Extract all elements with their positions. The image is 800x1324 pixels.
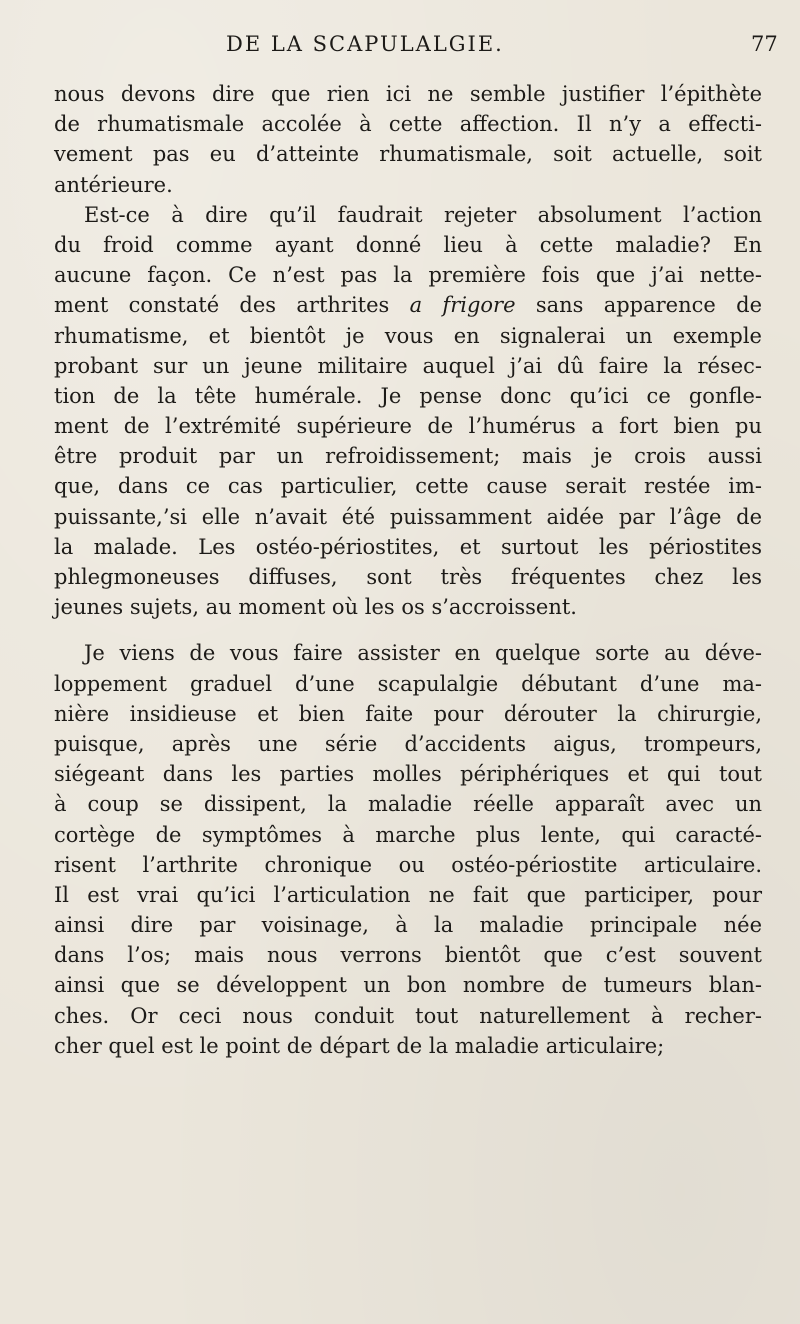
page-number: 77 <box>751 32 778 56</box>
text-line: du froid comme ayant donné lieu à cette maladie? En <box>54 232 762 257</box>
text-line: ainsi que se développent un bon nombre de tumeurs blan- <box>54 973 762 998</box>
text-line: ches. Or ceci nous conduit tout naturellement à recher- <box>54 1003 762 1028</box>
paragraph-spacer <box>54 622 762 638</box>
text-line: ment de l’extrémité supérieure de l’humérus a fort bien pu <box>54 414 762 439</box>
text-line: cher quel est le point de départ de la maladie articulaire; <box>54 1033 665 1058</box>
italic-phrase: a frigore <box>409 293 516 318</box>
text-line: puisque, après une série d’accidents aigus, trompeurs, <box>54 731 762 756</box>
text-line: Il est vrai qu’ici l’articulation ne fait que participer, pour <box>54 882 762 907</box>
paragraph-2 <box>54 200 762 623</box>
text-line: nière insidieuse et bien faite pour dérouter la chirurgie, <box>54 701 762 726</box>
text-line: cortège de symptômes à marche plus lente, qui caracté- <box>54 822 762 847</box>
text-line: probant sur un jeune militaire auquel j’ai dû faire la résec- <box>54 353 762 378</box>
paragraph-3 <box>54 638 762 1061</box>
text-line: tion de la tête humérale. Je pense donc qu’ici ce gonfle- <box>54 383 762 408</box>
text-line: loppement graduel d’une scapulalgie débutant d’une ma- <box>54 671 762 696</box>
text-line: puissante,’si elle n’avait été puissamment aidée par l’âge de <box>54 504 762 529</box>
text-line: rhumatisme, et bientôt je vous en signalerai un exemple <box>54 323 762 348</box>
text-line <box>54 290 762 320</box>
text-line: risent l’arthrite chronique ou ostéo-périostite articulaire. <box>54 852 762 877</box>
text-line: Je viens de vous faire assister en quelque sorte au déve- <box>84 641 762 666</box>
text-line: siégeant dans les parties molles périphériques et qui tout <box>54 762 762 787</box>
text-line: phlegmoneuses diffuses, sont très fréquentes chez les <box>54 565 762 589</box>
text-line: aucune façon. Ce n’est pas la première fois que j’ai nette- <box>54 263 762 288</box>
text-line: nous devons dire que rien ici ne semble justifier l’épithète <box>54 82 762 106</box>
text-line: que, dans ce cas particulier, cette cause serait restée im- <box>54 474 762 499</box>
text-line: antérieure. <box>54 172 173 197</box>
text-line: la malade. Les ostéo-périostites, et surtout les périostites <box>54 534 762 559</box>
text-line: ainsi dire par voisinage, à la maladie principale née <box>54 913 762 938</box>
text-line: à coup se dissipent, la maladie réelle apparaît avec un <box>54 792 762 817</box>
text-span: ment constaté des arthrites <box>54 293 410 318</box>
paragraph-1 <box>54 79 762 200</box>
text-line: de rhumatismale accolée à cette affection. Il n’y a effecti- <box>54 112 762 137</box>
body-text <box>54 79 762 1061</box>
text-line: être produit par un refroidissement; mais je crois aussi <box>54 444 762 469</box>
running-head: DE LA SCAPULALGIE. <box>226 32 504 56</box>
text-span: sans apparence de <box>515 293 762 318</box>
text-line: Est-ce à dire qu’il faudrait rejeter absolument l’action <box>84 202 762 227</box>
text-line: dans l’os; mais nous verrons bientôt que c’est souvent <box>54 943 762 968</box>
text-line: vement pas eu d’atteinte rhumatismale, soit actuelle, soit <box>54 142 762 167</box>
text-line: jeunes sujets, au moment où les os s’accroissent. <box>54 595 577 620</box>
